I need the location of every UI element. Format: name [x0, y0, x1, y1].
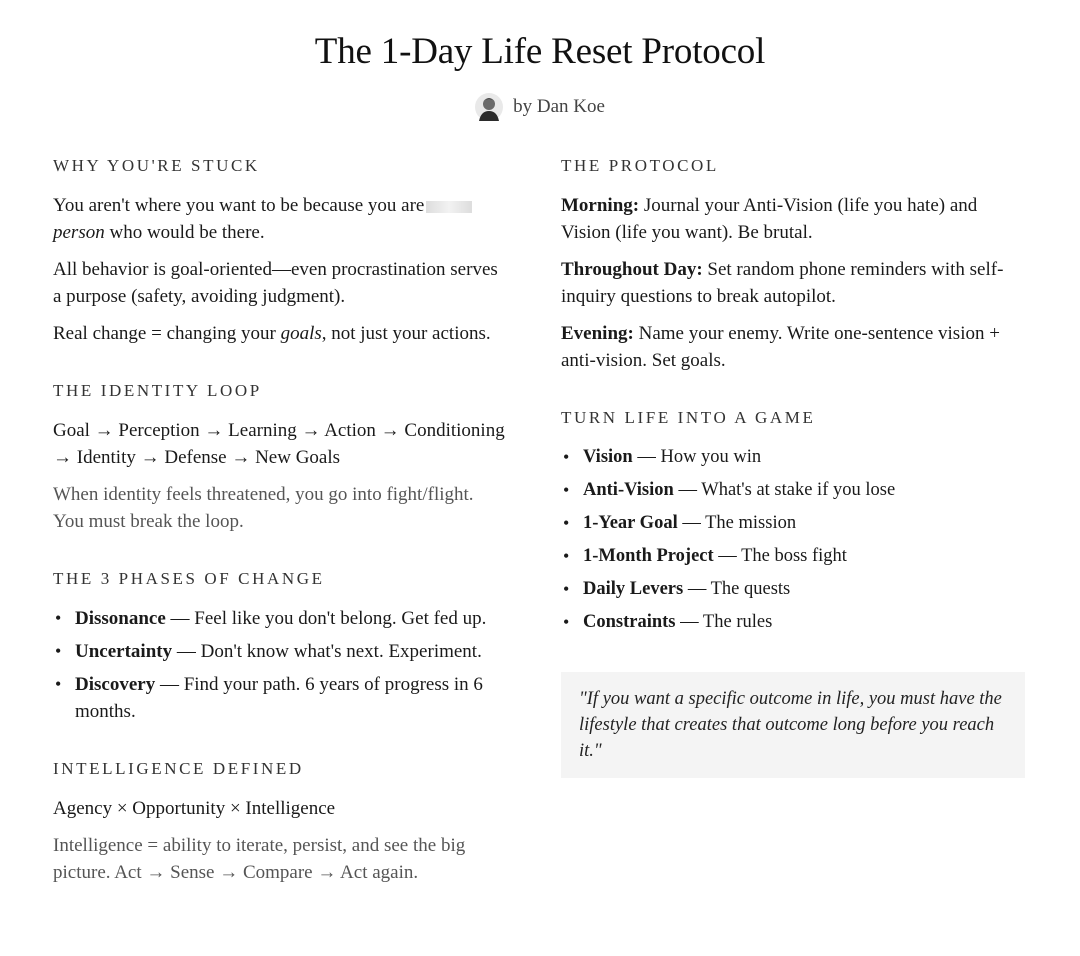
protocol-step	[561, 192, 1031, 246]
section-phases	[53, 569, 508, 725]
desc: Journal your Anti-Vision (life you hate) and Vision (life you want). Be brutal.	[561, 195, 978, 243]
term: 1-Month Project	[583, 546, 714, 566]
desc: — The rules	[675, 612, 773, 632]
game-list	[561, 444, 1031, 636]
author-name: by Dan Koe	[513, 96, 605, 117]
term: Anti-Vision	[583, 480, 674, 500]
section-heading: THE PROTOCOL	[561, 156, 719, 175]
desc: — The boss fight	[713, 546, 847, 566]
emphasis: person	[53, 222, 105, 243]
list-item	[561, 609, 1031, 636]
section-why-stuck	[53, 156, 508, 347]
identity-loop-chain: Goal → Perception → Learning → Action → Conditioning → Identity → Defense → New Goals	[53, 420, 505, 468]
section-heading: INTELLIGENCE DEFINED	[53, 759, 304, 778]
paragraph: All behavior is goal-oriented—even procrastination serves a purpose (safety, avoiding judgment).	[53, 259, 498, 307]
term: Vision	[583, 447, 633, 467]
paragraph: Intelligence = ability to iterate, persist, and see the big picture. Act → Sense → Compare → Act again.	[53, 835, 466, 883]
text: Real change = changing your	[53, 323, 281, 344]
term: Discovery	[75, 674, 156, 695]
text: who would be there.	[104, 222, 265, 243]
term: 1-Year Goal	[583, 513, 678, 533]
desc: — How you win	[632, 447, 762, 467]
desc: — Feel like you don't belong. Get fed up.	[165, 608, 487, 629]
desc: Name your enemy. Write one-sentence vision + anti-vision. Set goals.	[561, 323, 1000, 371]
desc: — The quests	[683, 579, 791, 599]
list-item	[561, 444, 1031, 471]
section-game	[561, 408, 1031, 778]
quote-block: "If you want a specific outcome in life, you must have the lifestyle that creates that outcome long before you reach it."	[561, 672, 1025, 778]
term: Uncertainty	[75, 641, 173, 662]
desc: — The mission	[677, 513, 797, 533]
protocol-step	[561, 256, 1031, 310]
term: Daily Levers	[583, 579, 684, 599]
desc: — What's at stake if you lose	[673, 480, 896, 500]
list-item	[53, 671, 508, 725]
desc: — Don't know what's next. Experiment.	[172, 641, 482, 662]
desc: — Find your path. 6 years of progress in 6 months.	[75, 674, 483, 722]
list-item	[561, 510, 1031, 537]
section-heading: TURN LIFE INTO A GAME	[561, 408, 816, 427]
term: Throughout Day:	[561, 259, 703, 280]
paragraph	[53, 192, 508, 246]
list-item	[53, 605, 508, 632]
protocol-step	[561, 320, 1031, 374]
section-heading: THE IDENTITY LOOP	[53, 381, 262, 400]
term: Evening:	[561, 323, 634, 344]
text: You aren't where you want to be because you are	[53, 195, 425, 216]
right-column	[561, 156, 1031, 812]
section-heading: WHY YOU'RE STUCK	[53, 156, 260, 175]
term: Dissonance	[75, 608, 166, 629]
list-item	[561, 543, 1031, 570]
text: , not just your actions.	[321, 323, 491, 344]
section-heading: THE 3 PHASES OF CHANGE	[53, 569, 325, 588]
section-identity-loop	[53, 381, 508, 535]
paragraph: When identity feels threatened, you go into fight/flight. You must break the loop.	[53, 484, 474, 532]
page-title: The 1-Day Life Reset Protocol	[314, 31, 766, 72]
list-item	[561, 576, 1031, 603]
section-protocol	[561, 156, 1031, 374]
byline	[0, 93, 1080, 121]
paragraph	[53, 320, 508, 347]
list-item	[561, 477, 1031, 504]
section-intelligence	[53, 759, 508, 886]
author-avatar-icon	[475, 93, 503, 121]
redacted-text	[426, 201, 472, 213]
formula: Agency × Opportunity × Intelligence	[53, 798, 336, 819]
term: Constraints	[583, 612, 676, 632]
left-column	[53, 156, 508, 920]
desc: Set random phone reminders with self-inquiry questions to break autopilot.	[561, 259, 1004, 307]
term: Morning:	[561, 195, 640, 216]
list-item	[53, 638, 508, 665]
emphasis: goals	[280, 323, 322, 344]
phases-list	[53, 605, 508, 725]
